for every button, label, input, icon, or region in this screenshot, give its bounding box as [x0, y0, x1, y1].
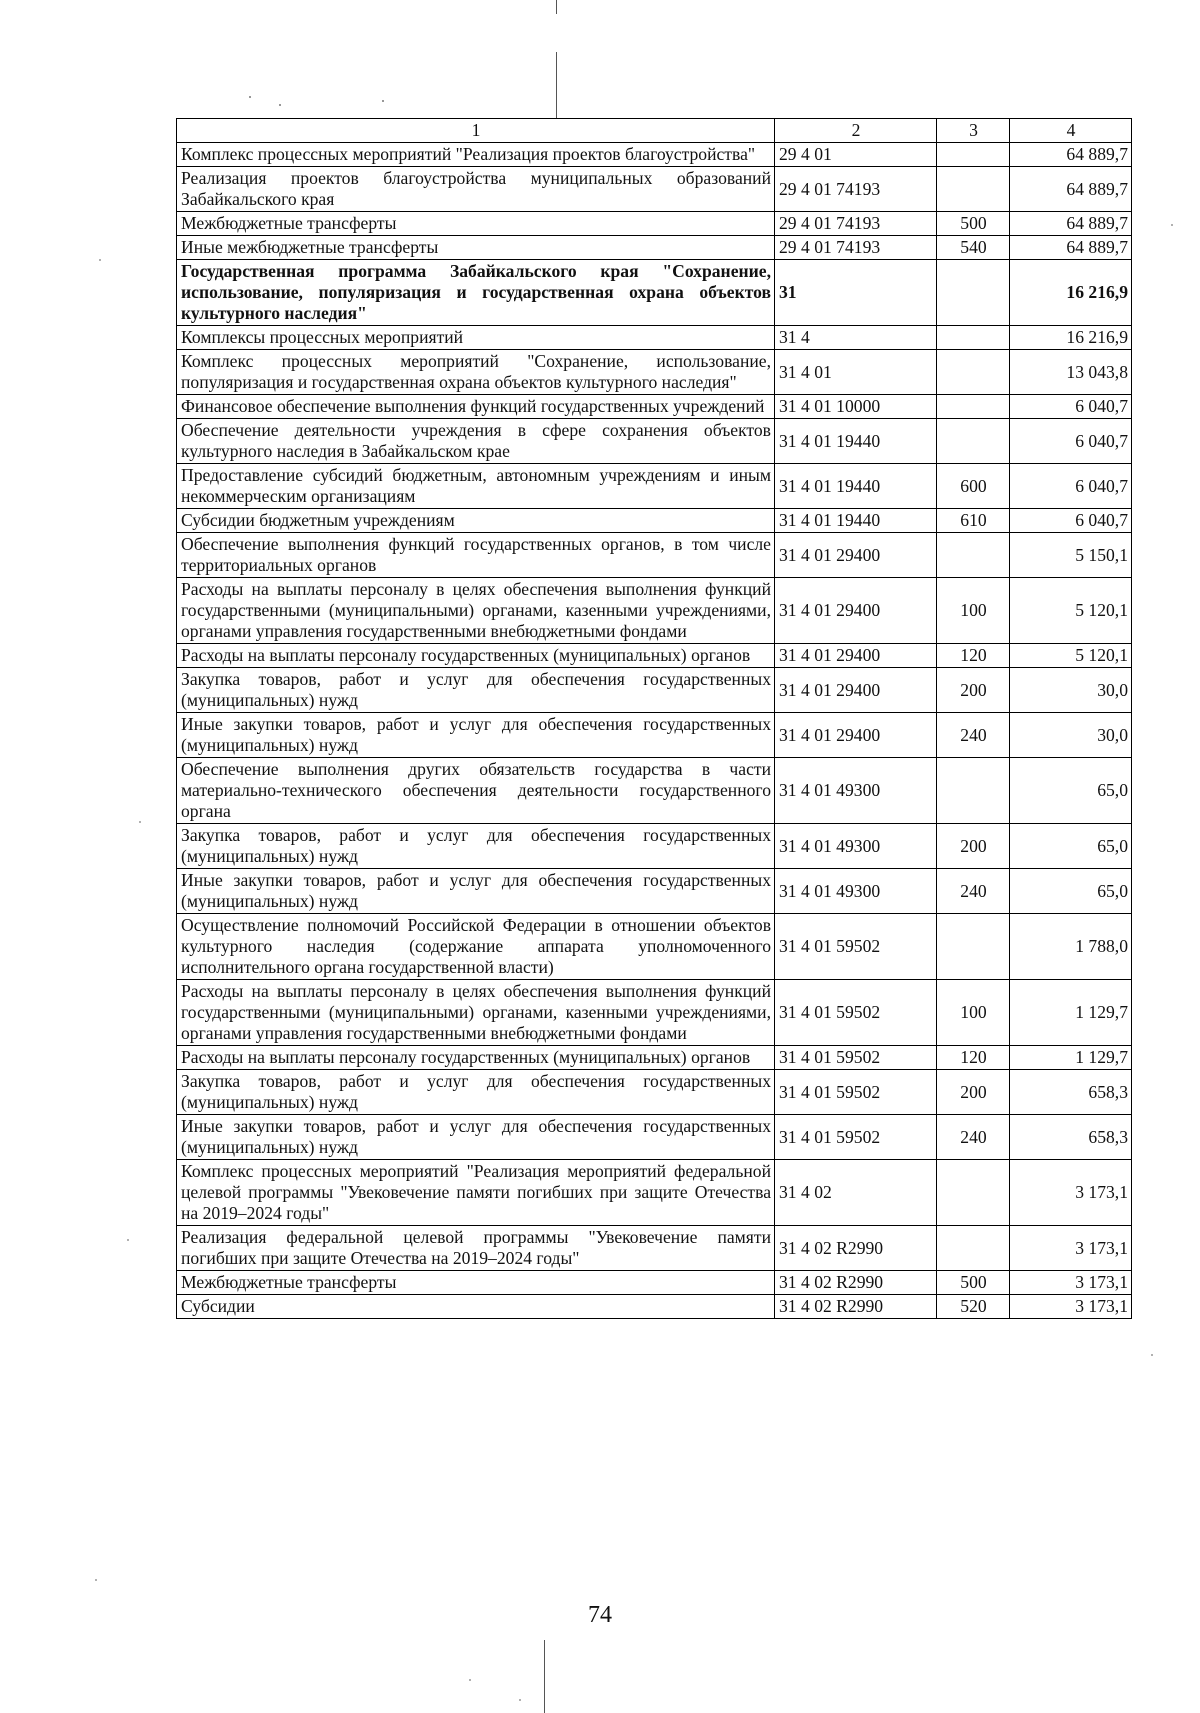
table-row [177, 1070, 1132, 1115]
row-amount: 64 889,7 [1010, 143, 1132, 167]
row-expense-type [937, 914, 1010, 980]
row-expense-type [937, 143, 1010, 167]
row-expense-type [937, 758, 1010, 824]
row-code: 29 4 01 74193 [775, 167, 937, 212]
row-code: 31 4 01 19440 [775, 464, 937, 509]
table-row [177, 464, 1132, 509]
table-row [177, 236, 1132, 260]
row-expense-type: 120 [937, 1046, 1010, 1070]
row-expense-type: 240 [937, 1115, 1010, 1160]
row-amount: 658,3 [1010, 1070, 1132, 1115]
row-expense-type [937, 1160, 1010, 1226]
header-col-4: 4 [1010, 119, 1132, 143]
row-code: 31 4 01 29400 [775, 668, 937, 713]
row-expense-type [937, 419, 1010, 464]
row-name: Обеспечение деятельности учреждения в сфере сохранения объектов культурного наследия в Забайкальском крае [177, 419, 775, 464]
row-name: Комплекс процессных мероприятий "Реализация проектов благоустройства" [177, 143, 775, 167]
table-row [177, 326, 1132, 350]
row-expense-type [937, 326, 1010, 350]
row-amount: 30,0 [1010, 713, 1132, 758]
row-code: 31 4 01 [775, 350, 937, 395]
row-expense-type: 610 [937, 509, 1010, 533]
row-name: Закупка товаров, работ и услуг для обеспечения государственных (муниципальных) нужд [177, 668, 775, 713]
table-row [177, 644, 1132, 668]
row-expense-type [937, 533, 1010, 578]
row-name: Реализация федеральной целевой программы "Увековечение памяти погибших при защите Отечества на 2019–2024 годы" [177, 1226, 775, 1271]
row-code: 31 4 01 19440 [775, 419, 937, 464]
row-name: Закупка товаров, работ и услуг для обеспечения государственных (муниципальных) нужд [177, 824, 775, 869]
row-name: Иные межбюджетные трансферты [177, 236, 775, 260]
row-name: Иные закупки товаров, работ и услуг для обеспечения государственных (муниципальных) нужд [177, 869, 775, 914]
row-name: Иные закупки товаров, работ и услуг для обеспечения государственных (муниципальных) нужд [177, 713, 775, 758]
table-row [177, 350, 1132, 395]
row-code: 31 4 01 29400 [775, 644, 937, 668]
row-amount: 5 150,1 [1010, 533, 1132, 578]
row-expense-type: 100 [937, 578, 1010, 644]
row-expense-type [937, 350, 1010, 395]
row-amount: 16 216,9 [1010, 260, 1132, 326]
row-amount: 5 120,1 [1010, 578, 1132, 644]
table-row [177, 260, 1132, 326]
table-row [177, 869, 1132, 914]
row-name: Обеспечение выполнения функций государственных органов, в том числе территориальных органов [177, 533, 775, 578]
row-code: 31 4 02 R2990 [775, 1271, 937, 1295]
header-col-2: 2 [775, 119, 937, 143]
row-amount: 6 040,7 [1010, 419, 1132, 464]
row-amount: 3 173,1 [1010, 1160, 1132, 1226]
row-name: Закупка товаров, работ и услуг для обеспечения государственных (муниципальных) нужд [177, 1070, 775, 1115]
page-number: 74 [588, 1602, 612, 1628]
row-code: 31 4 01 59502 [775, 1070, 937, 1115]
row-amount: 6 040,7 [1010, 395, 1132, 419]
row-expense-type: 200 [937, 1070, 1010, 1115]
row-code: 31 4 01 49300 [775, 758, 937, 824]
row-code: 31 4 02 R2990 [775, 1295, 937, 1319]
row-name: Предоставление субсидий бюджетным, автономным учреждениям и иным некоммерческим организациям [177, 464, 775, 509]
row-name: Межбюджетные трансферты [177, 1271, 775, 1295]
row-amount: 65,0 [1010, 758, 1132, 824]
row-code: 29 4 01 [775, 143, 937, 167]
row-amount: 64 889,7 [1010, 236, 1132, 260]
table-row [177, 824, 1132, 869]
row-code: 29 4 01 74193 [775, 212, 937, 236]
row-code: 31 4 01 59502 [775, 914, 937, 980]
row-name: Субсидии бюджетным учреждениям [177, 509, 775, 533]
row-expense-type: 540 [937, 236, 1010, 260]
budget-table-body [177, 119, 1132, 1319]
row-name: Иные закупки товаров, работ и услуг для обеспечения государственных (муниципальных) нужд [177, 1115, 775, 1160]
row-amount: 1 129,7 [1010, 1046, 1132, 1070]
row-expense-type [937, 1226, 1010, 1271]
table-row [177, 713, 1132, 758]
table-row [177, 533, 1132, 578]
row-name: Государственная программа Забайкальского края "Сохранение, использование, популяризация и государственная охрана объектов культурного наследия" [177, 260, 775, 326]
row-name: Расходы на выплаты персоналу в целях обеспечения выполнения функций государственными (муниципальными) органами, казенными учреждениями, органами управления государственными внебюджетными фондами [177, 980, 775, 1046]
row-amount: 64 889,7 [1010, 167, 1132, 212]
row-amount: 64 889,7 [1010, 212, 1132, 236]
row-name: Обеспечение выполнения других обязательств государства в части материально-технического обеспечения деятельности государственного органа [177, 758, 775, 824]
row-amount: 65,0 [1010, 869, 1132, 914]
row-expense-type: 200 [937, 824, 1010, 869]
row-name: Субсидии [177, 1295, 775, 1319]
table-row [177, 212, 1132, 236]
row-code: 31 4 01 49300 [775, 824, 937, 869]
row-code: 31 4 01 59502 [775, 1046, 937, 1070]
row-code: 31 4 01 29400 [775, 578, 937, 644]
row-expense-type: 200 [937, 668, 1010, 713]
row-code: 31 [775, 260, 937, 326]
row-code: 31 4 01 19440 [775, 509, 937, 533]
table-row [177, 1295, 1132, 1319]
row-name: Расходы на выплаты персоналу государственных (муниципальных) органов [177, 1046, 775, 1070]
table-row [177, 758, 1132, 824]
table-row [177, 1160, 1132, 1226]
header-col-3: 3 [937, 119, 1010, 143]
row-amount: 3 173,1 [1010, 1271, 1132, 1295]
row-code: 31 4 01 29400 [775, 713, 937, 758]
row-expense-type [937, 395, 1010, 419]
row-expense-type: 100 [937, 980, 1010, 1046]
row-expense-type [937, 167, 1010, 212]
table-row [177, 167, 1132, 212]
row-name: Комплекс процессных мероприятий "Сохранение, использование, популяризация и государственная охрана объектов культурного наследия" [177, 350, 775, 395]
table-row [177, 509, 1132, 533]
row-amount: 1 788,0 [1010, 914, 1132, 980]
row-code: 31 4 01 10000 [775, 395, 937, 419]
row-code: 31 4 01 49300 [775, 869, 937, 914]
row-amount: 16 216,9 [1010, 326, 1132, 350]
table-row [177, 980, 1132, 1046]
header-col-1: 1 [177, 119, 775, 143]
budget-table [176, 118, 1132, 1319]
table-row [177, 668, 1132, 713]
row-code: 31 4 01 59502 [775, 980, 937, 1046]
row-name: Финансовое обеспечение выполнения функций государственных учреждений [177, 395, 775, 419]
table-row [177, 578, 1132, 644]
table-row [177, 143, 1132, 167]
row-expense-type [937, 260, 1010, 326]
row-amount: 6 040,7 [1010, 464, 1132, 509]
row-amount: 3 173,1 [1010, 1295, 1132, 1319]
row-expense-type: 500 [937, 212, 1010, 236]
row-amount: 13 043,8 [1010, 350, 1132, 395]
row-amount: 658,3 [1010, 1115, 1132, 1160]
row-amount: 65,0 [1010, 824, 1132, 869]
table-row [177, 1115, 1132, 1160]
row-code: 31 4 [775, 326, 937, 350]
row-expense-type: 240 [937, 869, 1010, 914]
row-expense-type: 120 [937, 644, 1010, 668]
row-code: 31 4 02 [775, 1160, 937, 1226]
table-row [177, 1226, 1132, 1271]
row-amount: 30,0 [1010, 668, 1132, 713]
table-row [177, 914, 1132, 980]
table-row [177, 419, 1132, 464]
row-amount: 5 120,1 [1010, 644, 1132, 668]
row-code: 29 4 01 74193 [775, 236, 937, 260]
row-expense-type: 600 [937, 464, 1010, 509]
row-name: Расходы на выплаты персоналу в целях обеспечения выполнения функций государственными (муниципальными) органами, казенными учреждениями, органами управления государственными внебюджетными фондами [177, 578, 775, 644]
header-row [177, 119, 1132, 143]
row-name: Осуществление полномочий Российской Федерации в отношении объектов культурного наследия (содержание аппарата уполномоченного исполнительного органа государственной власти) [177, 914, 775, 980]
row-expense-type: 520 [937, 1295, 1010, 1319]
row-code: 31 4 02 R2990 [775, 1226, 937, 1271]
table-row [177, 1046, 1132, 1070]
row-name: Комплекс процессных мероприятий "Реализация мероприятий федеральной целевой программы "Увековечение памяти погибших при защите Отечества на 2019–2024 годы" [177, 1160, 775, 1226]
row-amount: 1 129,7 [1010, 980, 1132, 1046]
row-amount: 6 040,7 [1010, 509, 1132, 533]
row-name: Реализация проектов благоустройства муниципальных образований Забайкальского края [177, 167, 775, 212]
row-code: 31 4 01 59502 [775, 1115, 937, 1160]
table-row [177, 395, 1132, 419]
row-name: Комплексы процессных мероприятий [177, 326, 775, 350]
row-amount: 3 173,1 [1010, 1226, 1132, 1271]
row-name: Расходы на выплаты персоналу государственных (муниципальных) органов [177, 644, 775, 668]
row-name: Межбюджетные трансферты [177, 212, 775, 236]
row-expense-type: 500 [937, 1271, 1010, 1295]
row-expense-type: 240 [937, 713, 1010, 758]
table-row [177, 1271, 1132, 1295]
row-code: 31 4 01 29400 [775, 533, 937, 578]
